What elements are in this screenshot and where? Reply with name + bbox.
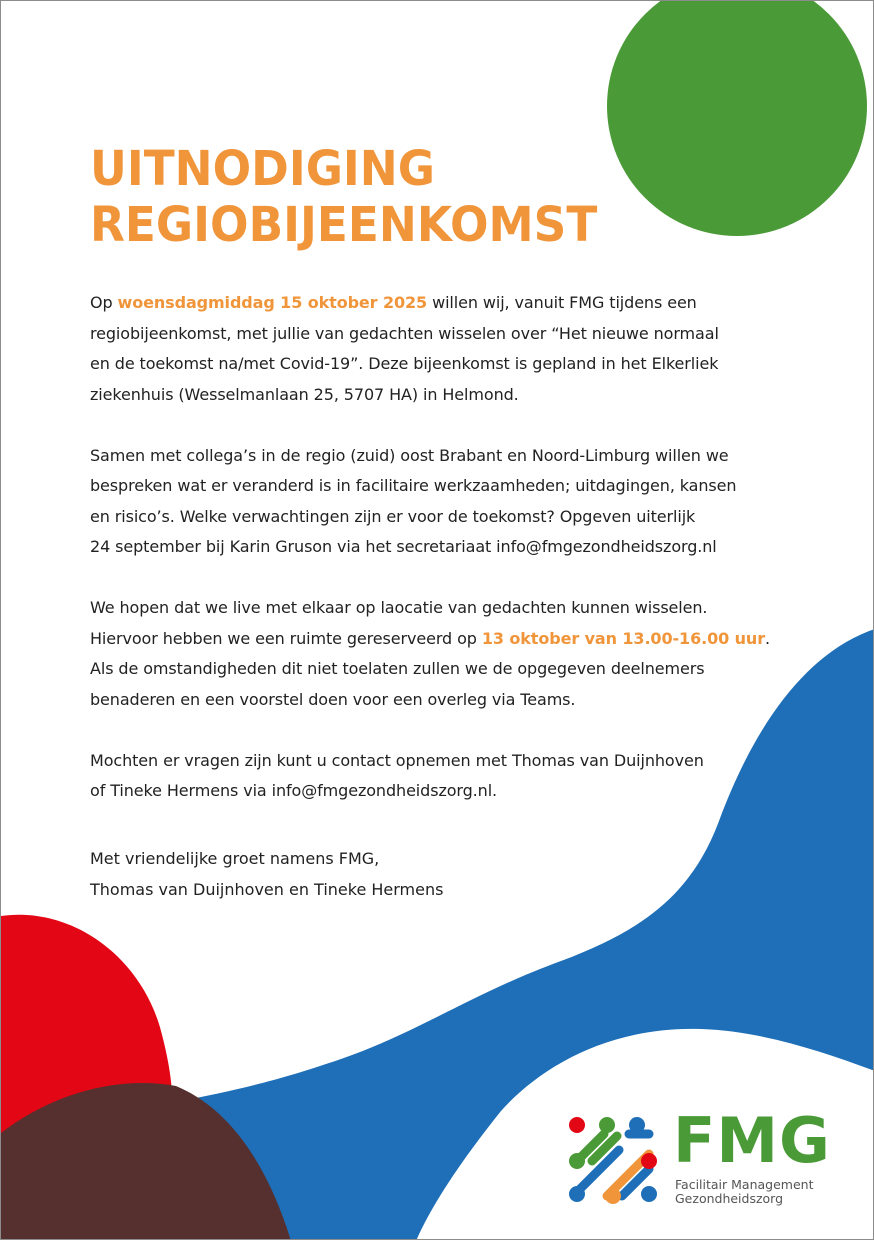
logo-subtitle-line-1: Facilitair Management	[675, 1177, 814, 1192]
closing-names: Thomas van Duijnhoven en Tineke Hermens	[90, 879, 444, 899]
title-line-1: UITNODIGING	[90, 141, 436, 197]
closing-greeting: Met vriendelijke groet namens FMG,	[90, 849, 380, 868]
paragraph-line: ziekenhuis (Wesselmanlaan 25, 5707 HA) in Helmond.	[90, 384, 519, 404]
paragraph-line: We hopen dat we live met elkaar op laocatie van gedachten kunnen wisselen.	[90, 598, 708, 617]
paragraph-line: en risico’s. Welke verwachtingen zijn er voor de toekomst? Opgeven uiterlijk	[90, 506, 696, 526]
paragraph-line: Mochten er vragen zijn kunt u contact opnemen met Thomas van Duijnhoven	[90, 750, 704, 770]
closing-signature	[90, 844, 443, 905]
paragraph-line: Als de omstandigheden dit niet toelaten zullen we de opgegeven deelnemers	[90, 659, 705, 678]
logo-subtitle	[675, 1178, 813, 1206]
fmg-molecule-icon	[567, 1114, 659, 1206]
green-circle-shape	[607, 1, 867, 236]
paragraph-line: regiobijeenkomst, met jullie van gedachten wisselen over “Het nieuwe normaal	[90, 323, 719, 343]
paragraph-date	[90, 288, 750, 410]
paragraph-location	[90, 593, 770, 715]
letter-body	[90, 288, 770, 837]
paragraph-line: benaderen en een voorstel doen voor een overleg via Teams.	[90, 689, 576, 709]
page-title	[90, 141, 597, 253]
title-line-2: REGIOBIJEENKOMST	[90, 197, 598, 253]
paragraph-line: 24 september bij Karin Gruson via het secretariaat info@fmgezondheidszorg.nl	[90, 537, 717, 556]
highlight-date: woensdagmiddag 15 oktober 2025	[117, 293, 428, 312]
paragraph-line: of Tineke Hermens via info@fmgezondheidszorg.nl.	[90, 781, 498, 800]
paragraph-line: Hiervoor hebben we een ruimte gereserveerd op 13 oktober van 13.00-16.00 uur.	[90, 628, 770, 648]
paragraph-topic	[90, 441, 750, 563]
paragraph-line: Op woensdagmiddag 15 oktober 2025 willen wij, vanuit FMG tijdens een	[90, 293, 697, 312]
paragraph-line: en de toekomst na/met Covid-19”. Deze bijeenkomst is gepland in het Elkerliek	[90, 354, 719, 373]
paragraph-line: bespreken wat er veranderd is in facilitaire werkzaamheden; uitdagingen, kansen	[90, 476, 737, 495]
paragraph-line: Samen met collega’s in de regio (zuid) oost Brabant en Noord-Limburg willen we	[90, 445, 729, 465]
paragraph-contact	[90, 746, 750, 807]
fmg-logo	[567, 1104, 847, 1214]
logo-subtitle-line-2: Gezondheidszorg	[675, 1191, 784, 1206]
logo-wordmark: FMG	[673, 1104, 831, 1177]
highlight-time: 13 oktober van 13.00-16.00 uur	[481, 628, 765, 648]
